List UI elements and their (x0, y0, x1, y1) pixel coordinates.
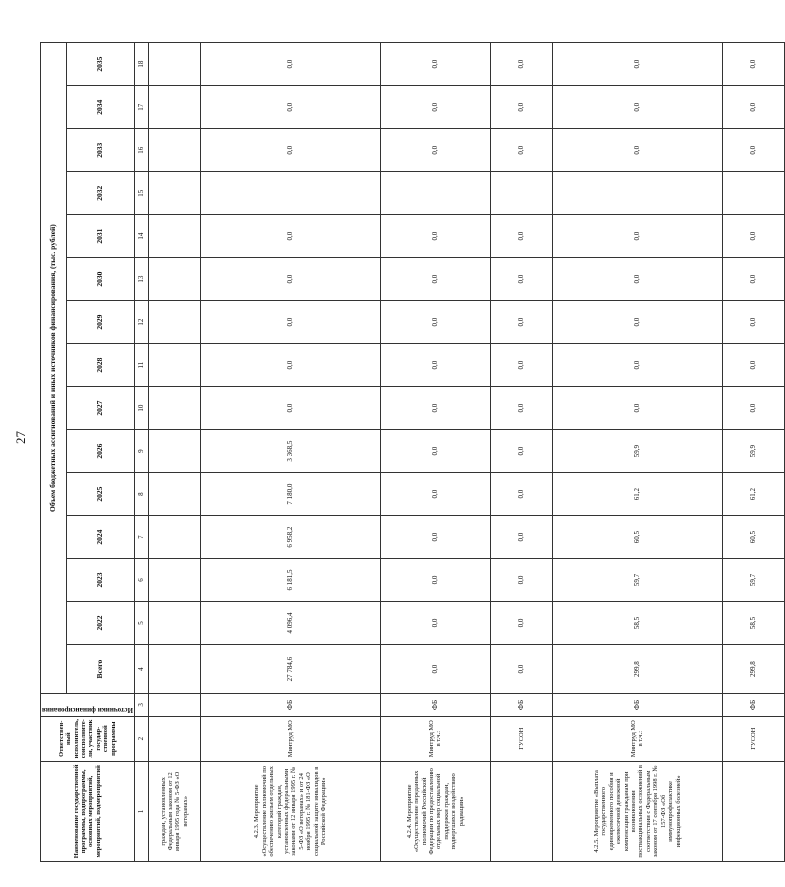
cell-value: 0,0 (490, 344, 552, 387)
cell-name: граждан, установленных Федеральным законом от 12 января 1995 года № 5-ФЗ «О ветеранах» (148, 761, 200, 861)
cell-value (148, 559, 200, 602)
cell-value (148, 516, 200, 559)
cell-source: ФБ (552, 694, 722, 717)
cell-value: 0,0 (380, 430, 490, 473)
cell-name: 4.2.4. Мероприятие «Осуществление переданных полномочий Российской Федерации по предоставлению отдельных мер социальной поддержки граждан, подвергшихся воздействию радиации» (380, 761, 490, 861)
cell-value: 60,5 (722, 516, 784, 559)
column-number: 12 (134, 301, 148, 344)
cell-value: 0,0 (380, 43, 490, 86)
cell-value: 6 181,5 (200, 559, 380, 602)
cell-value: 0,0 (380, 344, 490, 387)
column-number: 16 (134, 129, 148, 172)
cell-value: 0,0 (490, 645, 552, 694)
cell-value: 0,0 (380, 258, 490, 301)
cell-value: 0,0 (380, 645, 490, 694)
column-number: 1 (134, 761, 148, 861)
header-source-text: Источники финансирования (42, 705, 133, 714)
cell-name (490, 761, 552, 861)
cell-value: 60,5 (552, 516, 722, 559)
cell-value: 0,0 (552, 258, 722, 301)
cell-value: 0,0 (200, 215, 380, 258)
cell-value: 0,0 (552, 215, 722, 258)
cell-value: 6 958,2 (200, 516, 380, 559)
cell-value: 0,0 (200, 129, 380, 172)
column-number: 10 (134, 387, 148, 430)
cell-value: 59,9 (722, 430, 784, 473)
cell-value (148, 129, 200, 172)
cell-value (490, 172, 552, 215)
cell-value: 4 096,4 (200, 602, 380, 645)
cell-value (148, 387, 200, 430)
table-row (722, 43, 784, 862)
column-number: 17 (134, 86, 148, 129)
cell-value: 0,0 (722, 43, 784, 86)
cell-value (148, 602, 200, 645)
cell-name (722, 761, 784, 861)
cell-value: 0,0 (380, 86, 490, 129)
header-name: Наименование государственной программы, подпрограммы, основных мероприятий, мероприятий, подмероприятий (41, 761, 135, 861)
cell-value: 59,9 (552, 430, 722, 473)
column-number: 7 (134, 516, 148, 559)
cell-value (148, 344, 200, 387)
table-row (380, 43, 490, 862)
header-year: 2028 (66, 344, 134, 387)
cell-value: 0,0 (490, 43, 552, 86)
header-year: 2032 (66, 172, 134, 215)
cell-value (148, 43, 200, 86)
cell-value: 0,0 (722, 387, 784, 430)
cell-value (148, 301, 200, 344)
column-number: 4 (134, 645, 148, 694)
cell-value (148, 215, 200, 258)
column-number: 14 (134, 215, 148, 258)
cell-value: 0,0 (380, 516, 490, 559)
cell-value: 7 180,0 (200, 473, 380, 516)
cell-value (148, 172, 200, 215)
cell-value: 0,0 (200, 86, 380, 129)
cell-value: 0,0 (552, 43, 722, 86)
cell-value (200, 172, 380, 215)
header-source (41, 694, 135, 717)
cell-value (722, 172, 784, 215)
cell-name: 4.2.3. Мероприятие «Осуществление полномочий по обеспечению жильем отдельных категорий граждан, установленных федеральными законами от 12 января 1995 г. № 5-ФЗ «О ветеранах» и от 24 ноября 1995 г. № 181-ФЗ «О социальной защите инвалидов в Российской Федерации» (200, 761, 380, 861)
cell-value: 0,0 (380, 129, 490, 172)
cell-value: 0,0 (490, 430, 552, 473)
cell-value: 0,0 (490, 602, 552, 645)
cell-value: 0,0 (490, 258, 552, 301)
cell-value: 0,0 (490, 473, 552, 516)
cell-value: 0,0 (552, 301, 722, 344)
cell-value: 0,0 (200, 258, 380, 301)
cell-value: 0,0 (380, 301, 490, 344)
cell-value: 58,5 (722, 602, 784, 645)
cell-value: 0,0 (722, 215, 784, 258)
cell-value: 0,0 (380, 387, 490, 430)
cell-value: 0,0 (200, 387, 380, 430)
cell-value: 0,0 (490, 301, 552, 344)
cell-value: 0,0 (200, 344, 380, 387)
cell-value (148, 473, 200, 516)
cell-value: 58,5 (552, 602, 722, 645)
cell-responsible: ГУСОН (490, 716, 552, 761)
cell-value: 59,7 (552, 559, 722, 602)
column-number: 8 (134, 473, 148, 516)
table-row (490, 43, 552, 862)
cell-value: 0,0 (552, 129, 722, 172)
column-number: 5 (134, 602, 148, 645)
rotated-table-wrapper (40, 42, 758, 862)
header-funding-title: Объем бюджетных ассигнований и иных источников финансирования, (тыс. рублей) (41, 43, 67, 694)
header-year: 2030 (66, 258, 134, 301)
cell-source (148, 694, 200, 717)
cell-value (148, 258, 200, 301)
cell-value: 0,0 (380, 473, 490, 516)
header-year: 2026 (66, 430, 134, 473)
cell-responsible: Минтруд МО в т.ч.: (380, 716, 490, 761)
header-year: 2031 (66, 215, 134, 258)
cell-source: ФБ (200, 694, 380, 717)
cell-value: 0,0 (722, 344, 784, 387)
header-year: 2035 (66, 43, 134, 86)
column-number: 15 (134, 172, 148, 215)
cell-value (552, 172, 722, 215)
column-number: 2 (134, 716, 148, 761)
header-year: 2023 (66, 559, 134, 602)
cell-value (380, 172, 490, 215)
cell-value: 0,0 (722, 258, 784, 301)
cell-responsible (148, 716, 200, 761)
header-year: 2033 (66, 129, 134, 172)
header-year: 2027 (66, 387, 134, 430)
cell-value (148, 645, 200, 694)
header-year: 2029 (66, 301, 134, 344)
cell-value: 59,7 (722, 559, 784, 602)
cell-value: 0,0 (490, 559, 552, 602)
table-row (148, 43, 200, 862)
table-row (552, 43, 722, 862)
cell-value: 0,0 (490, 387, 552, 430)
cell-value: 61,2 (552, 473, 722, 516)
cell-value: 3 368,5 (200, 430, 380, 473)
table-row (200, 43, 380, 862)
cell-value: 0,0 (200, 43, 380, 86)
header-year: 2024 (66, 516, 134, 559)
cell-value (148, 86, 200, 129)
header-responsible: Ответствен-ный исполнитель, соисполните-ли, участник государ-ственной программы (41, 716, 135, 761)
cell-value: 0,0 (722, 301, 784, 344)
header-year: 2025 (66, 473, 134, 516)
cell-value: 0,0 (552, 387, 722, 430)
cell-value: 0,0 (200, 301, 380, 344)
page-number: 27 (13, 431, 28, 444)
cell-value: 0,0 (722, 86, 784, 129)
cell-value: 0,0 (380, 602, 490, 645)
cell-responsible: ГУСОН (722, 716, 784, 761)
funding-table (40, 42, 785, 862)
column-number: 9 (134, 430, 148, 473)
cell-source: ФБ (722, 694, 784, 717)
column-number: 3 (134, 694, 148, 717)
header-year: 2034 (66, 86, 134, 129)
column-number: 18 (134, 43, 148, 86)
cell-value: 0,0 (552, 344, 722, 387)
cell-source: ФБ (380, 694, 490, 717)
cell-value (148, 430, 200, 473)
cell-value: 0,0 (490, 129, 552, 172)
column-number: 13 (134, 258, 148, 301)
header-year: 2022 (66, 602, 134, 645)
cell-value: 0,0 (490, 516, 552, 559)
header-total: Всего (66, 645, 134, 694)
column-number: 6 (134, 559, 148, 602)
cell-value: 61,2 (722, 473, 784, 516)
cell-value: 0,0 (380, 215, 490, 258)
cell-value: 27 784,6 (200, 645, 380, 694)
cell-source: ФБ (490, 694, 552, 717)
cell-name: 4.2.5. Мероприятие «Выплата государственного единовременного пособия и ежемесячной денежной компенсации гражданам при возникновении поствакцинальных осложнений в соответствии с Федеральным законом от 17 сентября 1998 г. № 157-ФЗ «Об иммунопрофилактике инфекционных болезней» (552, 761, 722, 861)
cell-value: 0,0 (380, 559, 490, 602)
cell-value: 0,0 (490, 215, 552, 258)
cell-value: 0,0 (722, 129, 784, 172)
cell-responsible: Минтруд МО (200, 716, 380, 761)
cell-value: 299,8 (552, 645, 722, 694)
column-number: 11 (134, 344, 148, 387)
cell-value: 0,0 (552, 86, 722, 129)
cell-value: 0,0 (490, 86, 552, 129)
cell-responsible: Минтруд МО в т.ч.: (552, 716, 722, 761)
cell-value: 299,8 (722, 645, 784, 694)
